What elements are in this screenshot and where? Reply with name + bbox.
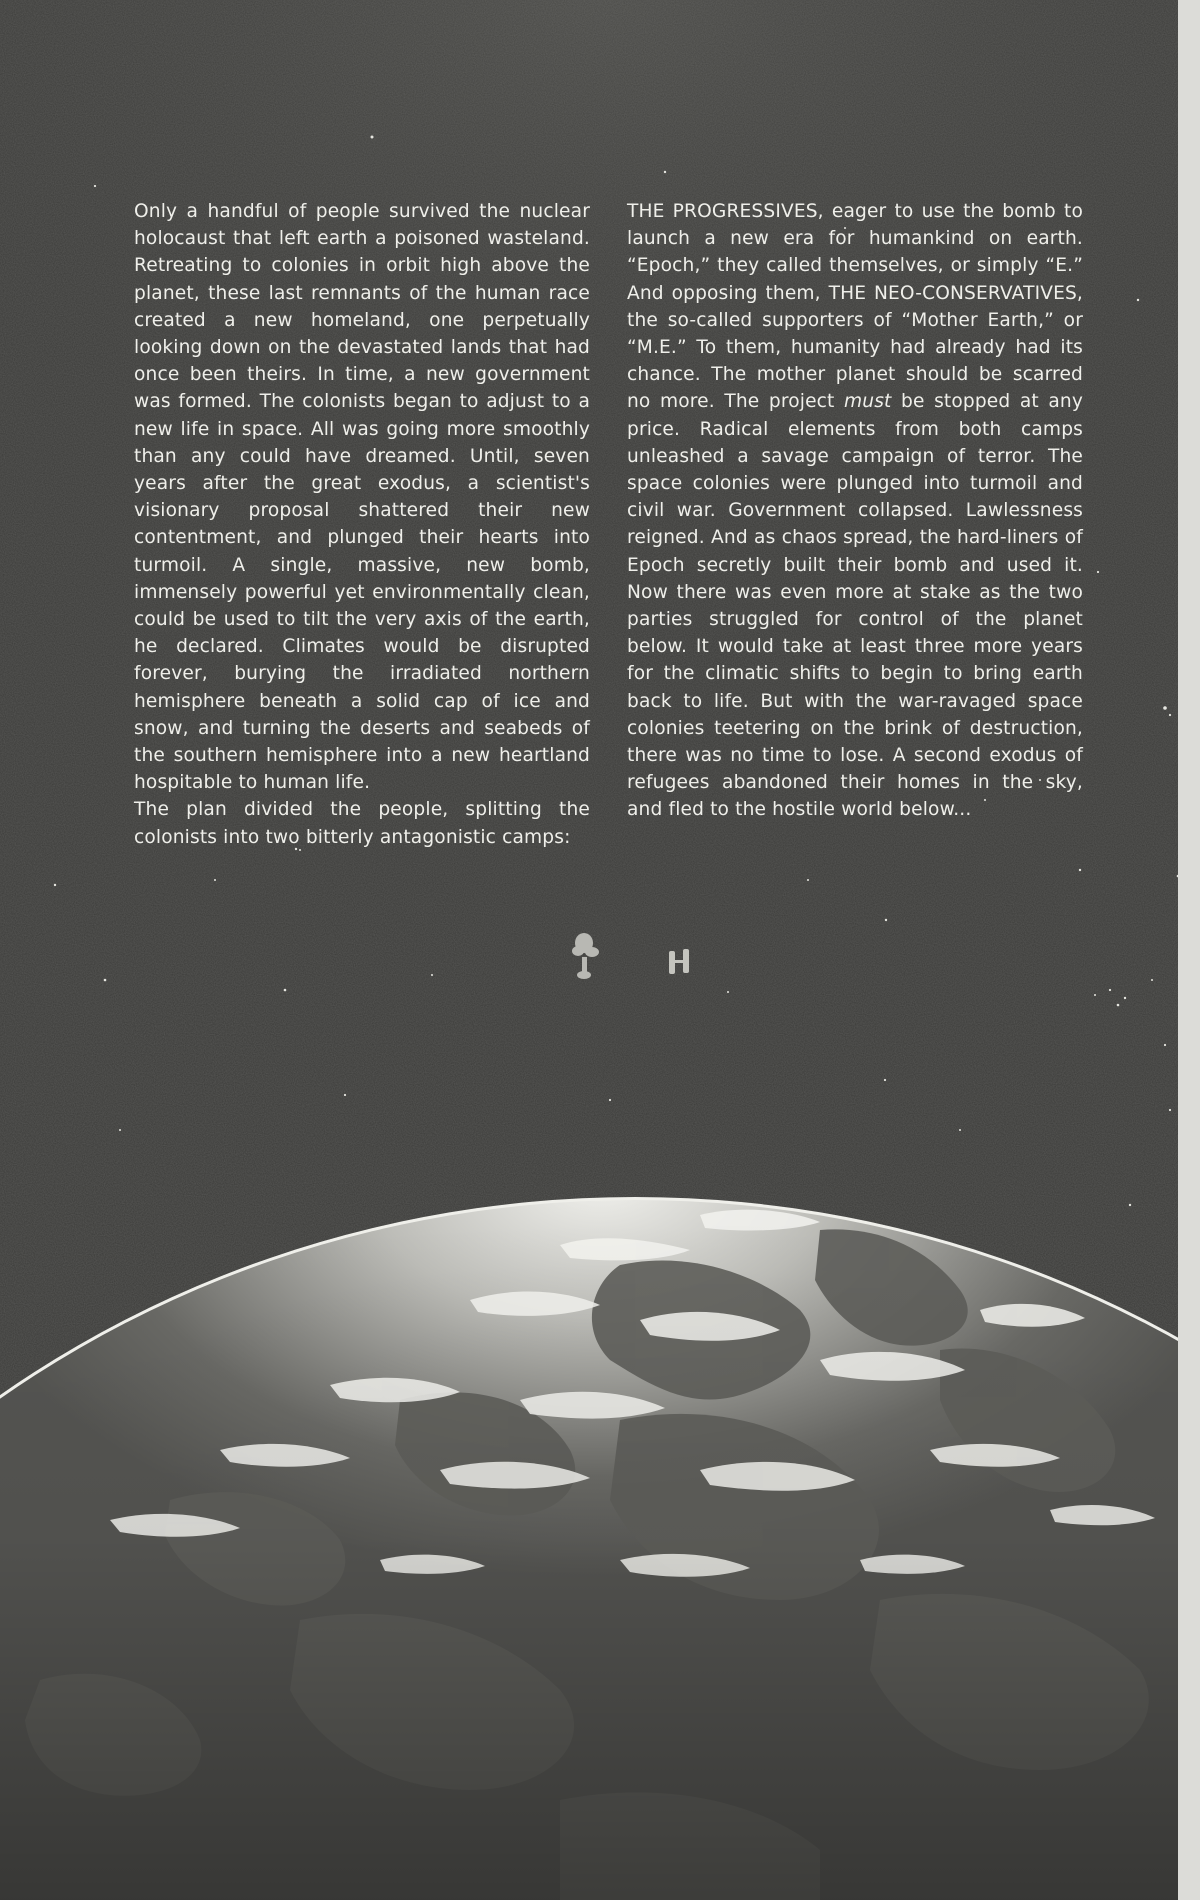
emphasis-must: must xyxy=(844,391,892,413)
factions-text-part-2: be stopped at any price. Radical elements from both camps unleashed a savage campaign of terror. The space colonies were plunged into turmoil and civil war. Government collapsed. Lawlessness reigned. And as chaos spread, the hard-liners of Epoch secretly built their bomb and used it. Now there was even more at stake as the two parties struggled for control of the planet below. It would take at least three more years for the climatic shifts to begin to bring earth back to life. But with the war-ravaged space colonies teetering on the brink of destruction, there was no time to lose. A second exodus of refugees abandoned their homes in the sky, and fled to the hostile world below... xyxy=(627,391,1083,821)
paragraph-survivors: Only a handful of people survived the nuclear holocaust that left earth a poisoned wasteland. Retreating to colonies in orbit high above the planet, these last remnants of the human race created a new homeland, one perpetually looking down on the devastated lands that had once been theirs. In time, a new government was formed. The colonists began to adjust to a new life in space. All was going more smoothly than any could have dreamed. Until, seven years after the great exodus, a scientist's visionary proposal shattered their new contentment, and plunged their hearts into turmoil. A single, massive, new bomb, immensely powerful yet environmentally clean, could be used to tilt the very axis of the earth, he declared. Climates would be disrupted forever, burying the irradiated northern hemisphere beneath a solid cap of ice and snow, and turning the deserts and seabeds of the southern hemisphere into a new heartland hospitable to human life. xyxy=(134,201,590,794)
paragraph-plan-divided: The plan divided the people, splitting the colonists into two bitterly antagonistic camps: xyxy=(134,799,590,848)
factions-text-part-1: THE PROGRESSIVES, eager to use the bomb to launch a new era for humankind on earth. “Epoch,” they called themselves, or simply “E.” And opposing them, THE NEO-CONSERVATIVES, the so-called supporters of “Mother Earth,” or “M.E.” To them, humanity had already had its chance. The mother planet should be scarred no more. The project xyxy=(627,201,1083,413)
page-margin-right xyxy=(1178,0,1200,1900)
column-right xyxy=(627,198,1083,824)
column-left xyxy=(134,198,590,851)
paragraph-factions xyxy=(627,198,1083,824)
planet-body xyxy=(0,1180,1200,1900)
intro-text xyxy=(134,198,1086,848)
